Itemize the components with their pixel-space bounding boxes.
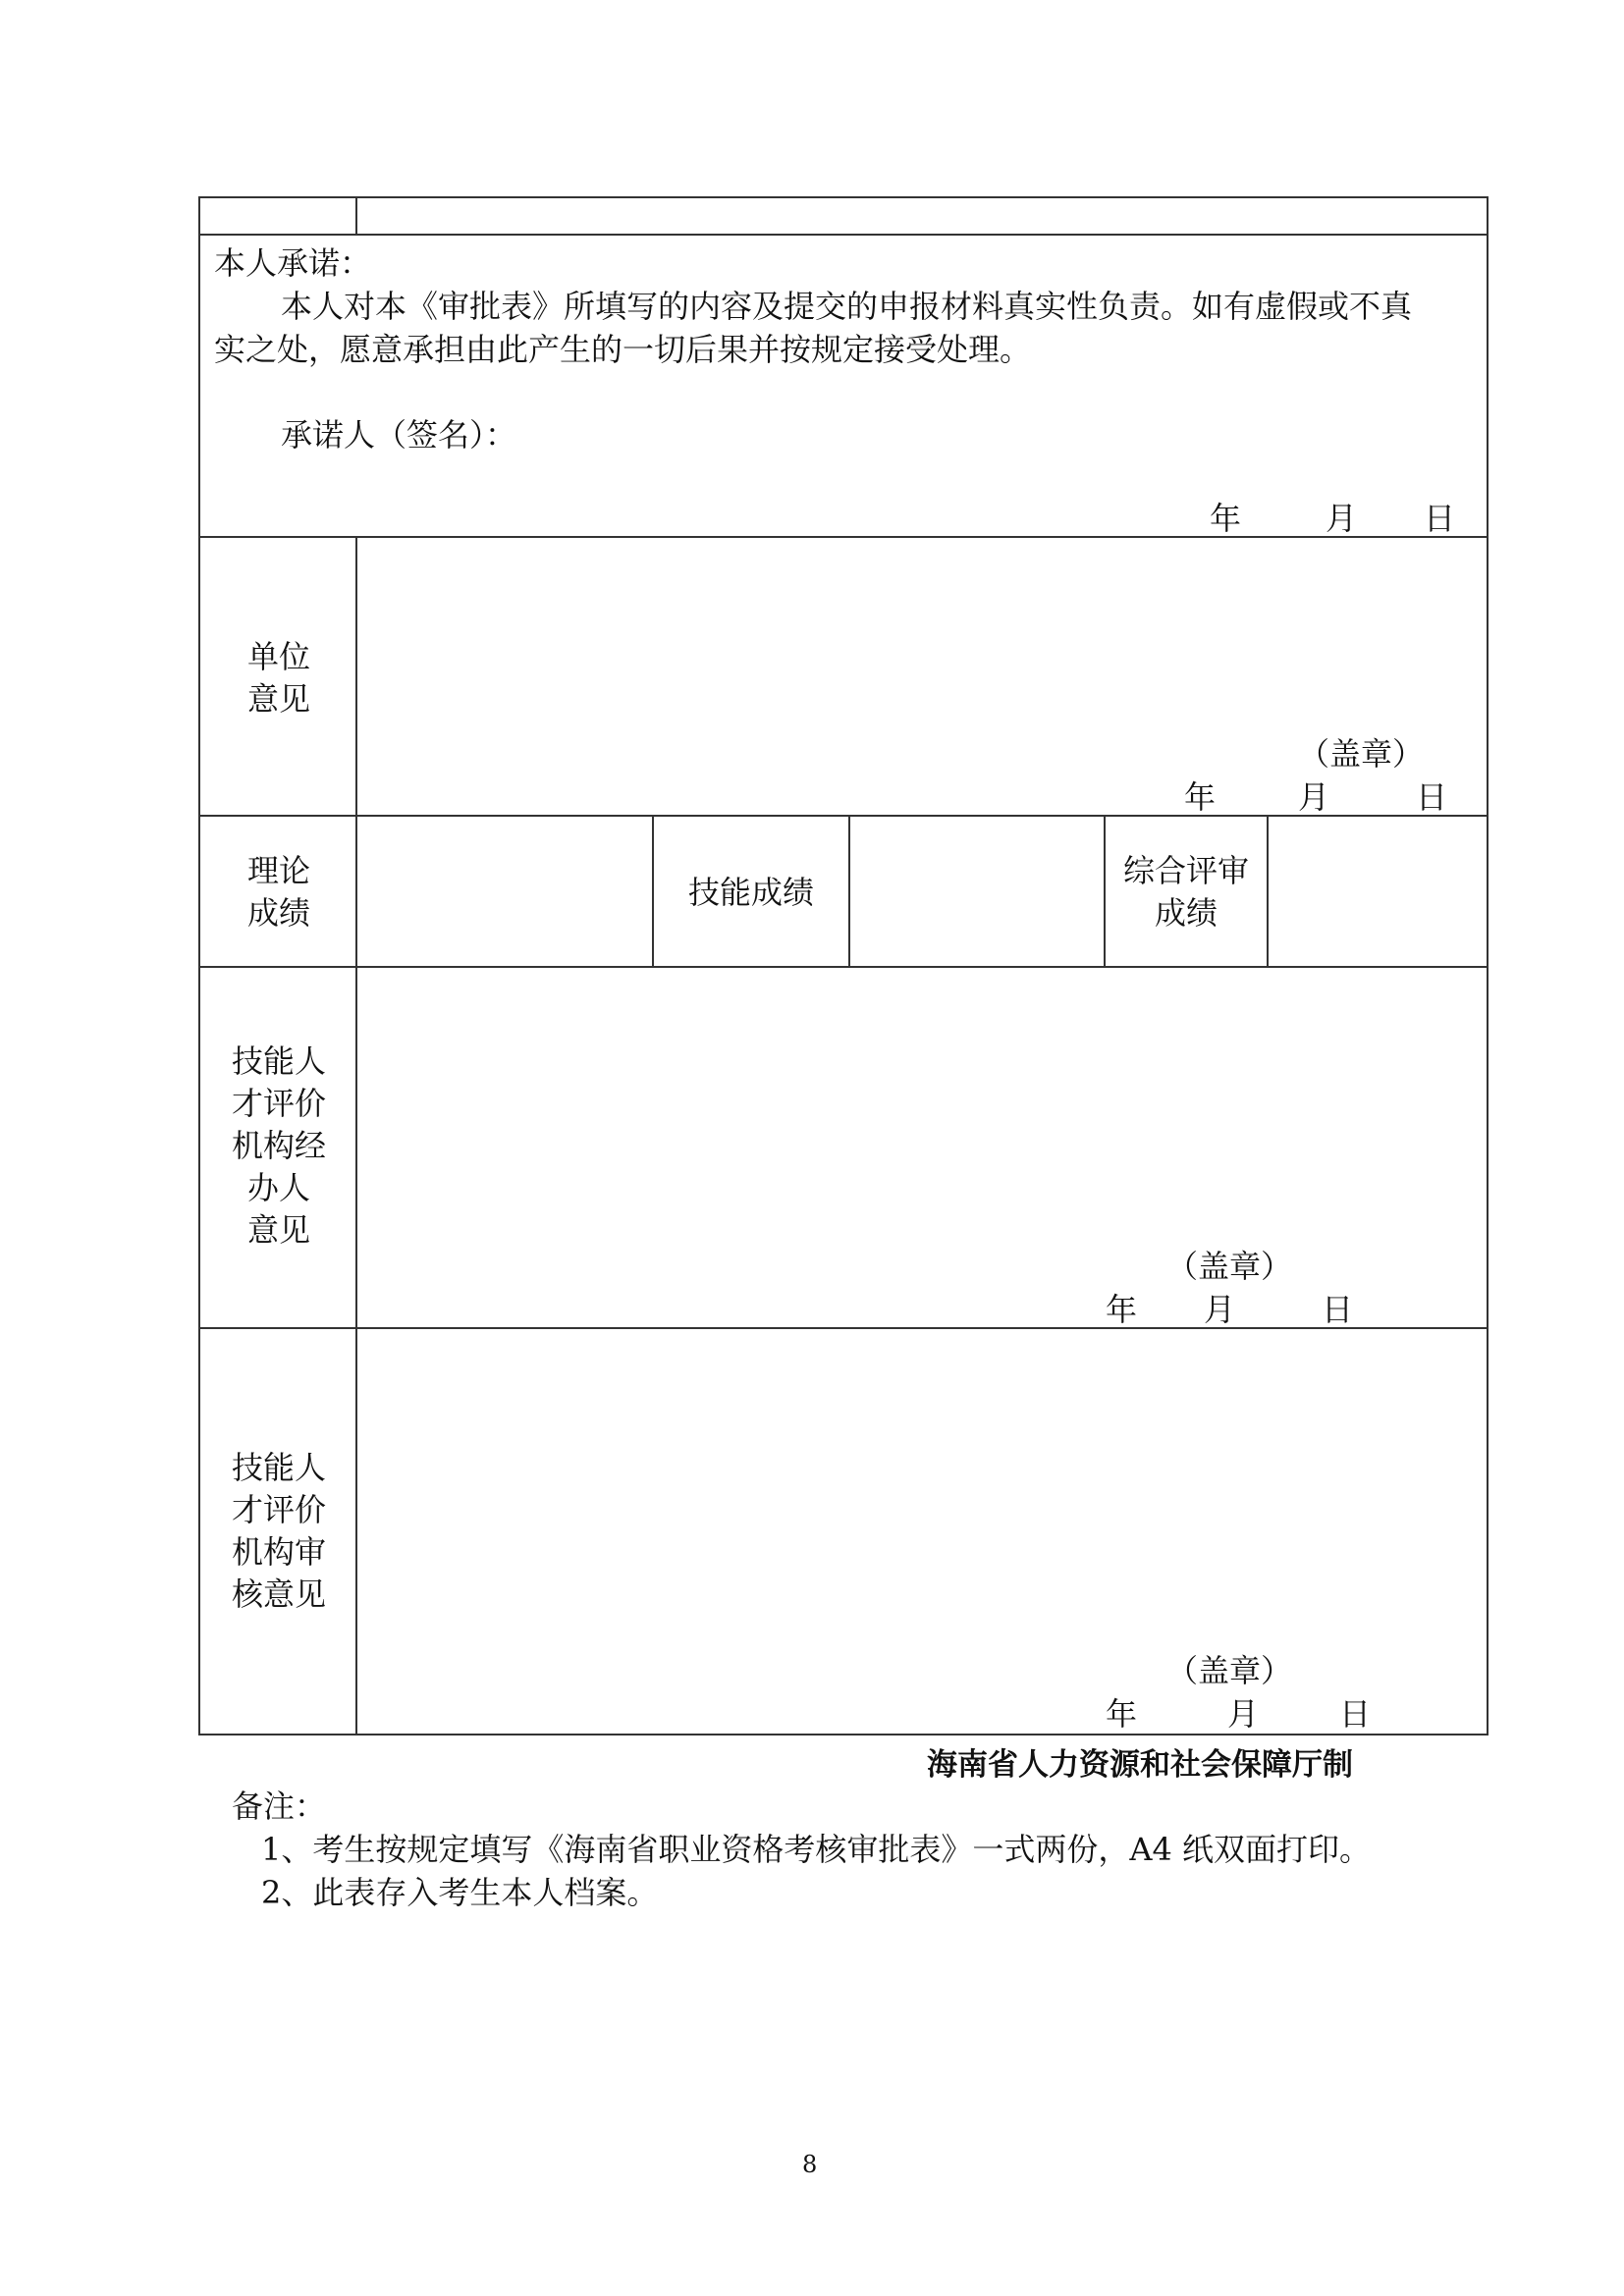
handler-label-line: 机构经: [231, 1127, 326, 1164]
unit-date-year: 年: [1184, 778, 1217, 816]
promise-body-line2: 实之处，愿意承担由此产生的一切后果并按规定接受处理。: [214, 331, 1032, 368]
promise-date-month: 月: [1326, 500, 1358, 537]
unit-date-day: 日: [1416, 778, 1448, 816]
table-rule: [198, 234, 1489, 236]
handler-date-day: 日: [1322, 1291, 1354, 1328]
promise-date-year: 年: [1210, 500, 1242, 537]
overall-score-label: [1106, 850, 1267, 934]
table-rule: [198, 1327, 1489, 1329]
table-rule: [355, 196, 357, 236]
review-date-day: 日: [1339, 1695, 1372, 1733]
signer-label: 承诺人（签名）：: [281, 416, 517, 454]
handler-label-line: 办人: [246, 1169, 310, 1206]
overall-score-value[interactable]: [1269, 817, 1487, 966]
table-rule: [198, 966, 1489, 968]
review-date-year: 年: [1106, 1695, 1138, 1733]
unit-date-month: 月: [1298, 778, 1330, 816]
table-rule: [198, 536, 1489, 538]
unit-opinion-label: [200, 636, 357, 721]
theory-score-label-line: 理论: [246, 852, 310, 889]
page-number: 8: [802, 2151, 818, 2178]
skill-score-value[interactable]: [850, 817, 1104, 966]
table-rule: [198, 1734, 1489, 1735]
unit-opinion-label-line: 单位: [246, 638, 310, 675]
review-label-line: 才评价: [231, 1491, 326, 1528]
promise-date-day: 日: [1424, 500, 1456, 537]
theory-score-label: [200, 850, 357, 934]
handler-date-year: 年: [1106, 1291, 1138, 1328]
review-label-line: 技能人: [231, 1449, 326, 1486]
handler-opinion-label: [200, 1041, 357, 1252]
review-date-month: 月: [1227, 1695, 1260, 1733]
unit-opinion-label-line: 意见: [246, 680, 310, 718]
review-opinion-label: [200, 1447, 357, 1616]
notes-heading: 备注：: [232, 1788, 327, 1825]
table-rule: [198, 196, 1489, 198]
notes-item-1: 1、考生按规定填写《海南省职业资格考核审批表》一式两份，A4 纸双面打印。: [261, 1831, 1372, 1868]
skill-score-label: 技能成绩: [687, 874, 814, 911]
theory-score-value[interactable]: [357, 817, 652, 966]
notes-item-2: 2、此表存入考生本人档案。: [261, 1874, 659, 1911]
handler-date-month: 月: [1204, 1291, 1236, 1328]
issuer-text: 海南省人力资源和社会保障厅制: [927, 1747, 1353, 1783]
unit-seal: （盖章）: [1298, 735, 1425, 773]
review-seal: （盖章）: [1166, 1652, 1293, 1689]
handler-label-line: 技能人: [231, 1042, 326, 1080]
overall-score-label-line: 成绩: [1154, 894, 1218, 932]
review-label-line: 核意见: [231, 1575, 326, 1613]
review-label-line: 机构审: [231, 1533, 326, 1571]
theory-score-label-line: 成绩: [246, 894, 310, 932]
table-rule: [1487, 196, 1489, 1735]
promise-body-line1: 本人对本《审批表》所填写的内容及提交的申报材料真实性负责。如有虚假或不真: [281, 288, 1413, 325]
overall-score-label-line: 综合评审: [1122, 852, 1249, 889]
handler-label-line: 意见: [246, 1211, 310, 1249]
handler-seal: （盖章）: [1166, 1248, 1293, 1285]
promise-heading: 本人承诺：: [214, 244, 372, 282]
handler-label-line: 才评价: [231, 1085, 326, 1122]
